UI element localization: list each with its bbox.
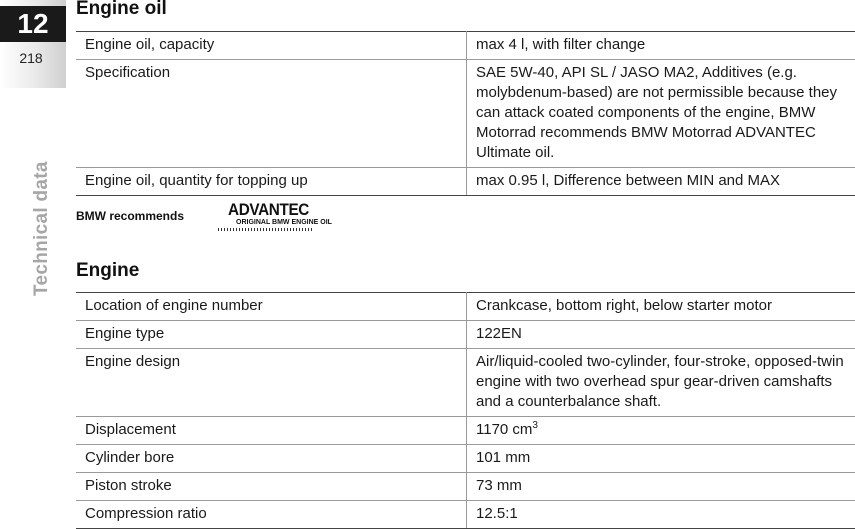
row-value: Crankcase, bottom right, below starter motor [467, 293, 855, 321]
table-row [76, 473, 855, 501]
row-value: Air/liquid-cooled two-cylinder, four-stroke, opposed-twin engine with two overhead spur gear-driven camshafts and a counterbalance shaft. [467, 349, 855, 417]
row-value: 12.5:1 [467, 501, 855, 529]
row-label: Piston stroke [76, 473, 467, 501]
table-row [76, 349, 855, 417]
unit-superscript: 3 [532, 420, 538, 431]
table-row [76, 168, 855, 196]
row-label: Compression ratio [76, 501, 467, 529]
advantec-logo-bar [218, 228, 314, 231]
row-label: Cylinder bore [76, 445, 467, 473]
recommendation-text: BMW recommends [76, 209, 184, 223]
chapter-tab [0, 0, 66, 88]
row-label: Location of engine number [76, 293, 467, 321]
row-label: Specification [76, 60, 467, 168]
row-label: Displacement [76, 417, 467, 445]
row-value: max 0.95 l, Difference between MIN and MAX [467, 168, 855, 196]
table-row [76, 60, 855, 168]
row-label: Engine oil, quantity for topping up [76, 168, 467, 196]
row-label: Engine type [76, 321, 467, 349]
table-row [76, 501, 855, 529]
engine-oil-heading: Engine oil [76, 0, 167, 20]
displacement-value: 1170 cm [476, 421, 532, 438]
engine-oil-table [76, 31, 855, 196]
table-row [76, 293, 855, 321]
row-value: max 4 l, with filter change [467, 32, 855, 60]
engine-table [76, 292, 855, 529]
row-label: Engine design [76, 349, 467, 417]
table-row [76, 321, 855, 349]
advantec-logo-brand: ADVANTEC [228, 200, 309, 220]
table-row [76, 445, 855, 473]
row-label: Engine oil, capacity [76, 32, 467, 60]
table-row [76, 32, 855, 60]
row-value: 73 mm [467, 473, 855, 501]
row-value: 101 mm [467, 445, 855, 473]
row-value [467, 417, 855, 445]
chapter-title-vertical: Technical data [31, 161, 53, 296]
row-value: SAE 5W-40, API SL / JASO MA2, Additives (e.g. molybdenum-based) are not permissible because they can attack coated components of the engine, BMW Motorrad recommends BMW Motorrad ADVANTEC Ultimate oil. [467, 60, 855, 168]
advantec-logo [216, 200, 356, 232]
engine-heading: Engine [76, 260, 139, 282]
page-number: 218 [0, 50, 62, 66]
table-row [76, 417, 855, 445]
row-value: 122EN [467, 321, 855, 349]
advantec-logo-tagline: ORIGINAL BMW ENGINE OIL [236, 219, 332, 226]
chapter-number: 12 [0, 6, 66, 42]
